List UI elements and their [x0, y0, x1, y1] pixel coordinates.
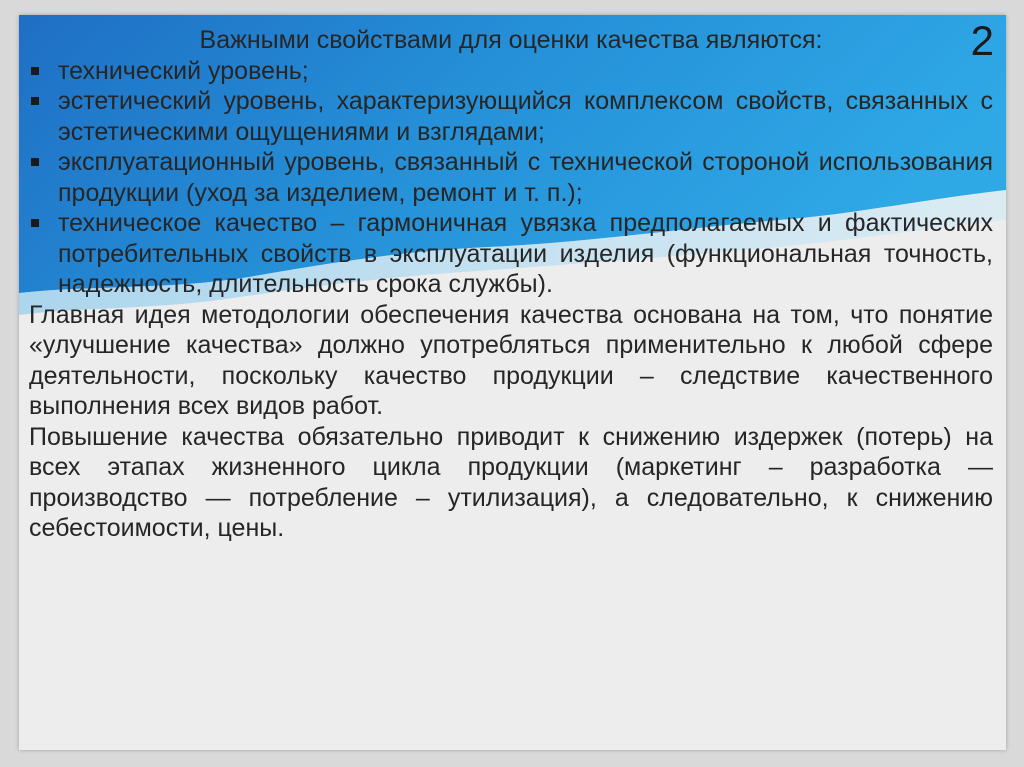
slide-body: [29, 25, 993, 544]
square-bullet-icon: [31, 97, 39, 105]
list-item: [29, 86, 993, 147]
square-bullet-icon: [31, 67, 39, 75]
paragraph-quality-improvement: Повышение качества обязательно приводит к снижению издержек (потерь) на всех этапах жизненного цикла продукции (маркетинг – разработка — производство — потребление – утилизация), а следовательно, к снижению себестоимости, цены.: [29, 422, 993, 542]
list-item: [29, 208, 993, 300]
list-item: [29, 56, 993, 87]
slide-panel: [19, 15, 1006, 750]
list-item: [29, 147, 993, 208]
paragraph-main-idea: Главная идея методологии обеспечения качества основана на том, что понятие «улучшение качества» должно употребляться применительно к любой сфере деятельности, поскольку качество продукции – следствие качественного выполнения всех видов работ.: [29, 300, 993, 420]
list-item-text: эксплуатационный уровень, связанный с технической стороной использования продукции (уход за изделием, ремонт и т. п.);: [58, 148, 993, 207]
square-bullet-icon: [31, 219, 39, 227]
slide-number: 2: [970, 17, 994, 64]
list-item-text: эстетический уровень, характеризующийся комплексом свойств, связанных с эстетическими ощущениями и взглядами;: [58, 87, 993, 146]
slide-heading: Важными свойствами для оценки качества являются:: [199, 26, 823, 54]
square-bullet-icon: [31, 158, 39, 166]
list-item-text: техническое качество – гармоничная увязка предполагаемых и фактических потребительных свойств в эксплуатации изделия (функциональная точность, надежность, длительность срока службы).: [58, 209, 993, 298]
quality-properties-list: [29, 56, 993, 300]
list-item-text: технический уровень;: [58, 56, 309, 85]
